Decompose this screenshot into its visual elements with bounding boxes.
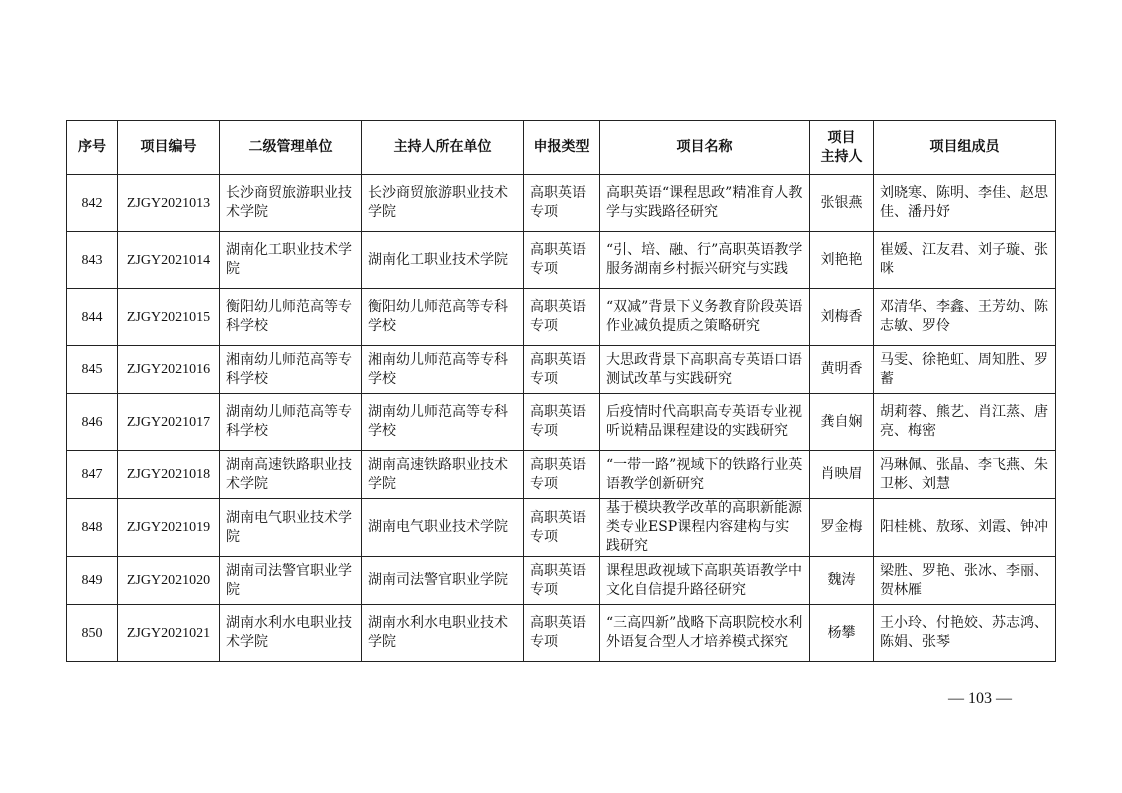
cell-code: ZJGY2021013 xyxy=(118,175,220,232)
cell-members: 梁胜、罗艳、张冰、李丽、贺林雁 xyxy=(874,557,1056,605)
table-row xyxy=(67,499,1056,557)
cell-host: 黄明香 xyxy=(810,346,874,394)
cell-code: ZJGY2021017 xyxy=(118,394,220,451)
cell-host-unit: 湖南化工职业技术学院 xyxy=(362,232,524,289)
table-row xyxy=(67,451,1056,499)
page-number: — 103 — xyxy=(948,690,1012,707)
cell-unit: 湖南司法警官职业学院 xyxy=(220,557,362,605)
cell-members: 马雯、徐艳虹、周知胜、罗蓄 xyxy=(874,346,1056,394)
cell-unit: 湘南幼儿师范高等专科学校 xyxy=(220,346,362,394)
table-row xyxy=(67,175,1056,232)
cell-members: 邓清华、李鑫、王芳幼、陈志敏、罗伶 xyxy=(874,289,1056,346)
cell-name: 高职英语“课程思政”精准育人教学与实践路径研究 xyxy=(600,175,810,232)
cell-type: 高职英语专项 xyxy=(524,394,600,451)
cell-host-unit: 衡阳幼儿师范高等专科学校 xyxy=(362,289,524,346)
cell-type: 高职英语专项 xyxy=(524,346,600,394)
table-row xyxy=(67,232,1056,289)
cell-code: ZJGY2021018 xyxy=(118,451,220,499)
cell-code: ZJGY2021021 xyxy=(118,605,220,662)
cell-members: 刘晓寒、陈明、李佳、赵思佳、潘丹妤 xyxy=(874,175,1056,232)
cell-name: “引、培、融、行”高职英语教学服务湖南乡村振兴研究与实践 xyxy=(600,232,810,289)
cell-no: 845 xyxy=(67,346,118,394)
cell-no: 844 xyxy=(67,289,118,346)
cell-name: “双减”背景下义务教育阶段英语作业减负提质之策略研究 xyxy=(600,289,810,346)
cell-unit: 湖南水利水电职业技术学院 xyxy=(220,605,362,662)
cell-name: 课程思政视域下高职英语教学中文化自信提升路径研究 xyxy=(600,557,810,605)
cell-host-unit: 湖南幼儿师范高等专科学校 xyxy=(362,394,524,451)
header-type: 申报类型 xyxy=(524,121,600,175)
table-row xyxy=(67,605,1056,662)
cell-host: 刘梅香 xyxy=(810,289,874,346)
cell-host-unit: 湖南水利水电职业技术学院 xyxy=(362,605,524,662)
cell-host: 魏涛 xyxy=(810,557,874,605)
cell-type: 高职英语专项 xyxy=(524,557,600,605)
cell-members: 冯琳佩、张晶、李飞燕、朱卫彬、刘慧 xyxy=(874,451,1056,499)
header-host-unit: 主持人所在单位 xyxy=(362,121,524,175)
cell-host: 杨攀 xyxy=(810,605,874,662)
table-row xyxy=(67,394,1056,451)
cell-type: 高职英语专项 xyxy=(524,605,600,662)
cell-no: 843 xyxy=(67,232,118,289)
cell-code: ZJGY2021016 xyxy=(118,346,220,394)
cell-no: 850 xyxy=(67,605,118,662)
table-body xyxy=(67,175,1056,662)
cell-name: 大思政背景下高职高专英语口语测试改革与实践研究 xyxy=(600,346,810,394)
header-host xyxy=(810,121,874,175)
cell-host-unit: 湖南高速铁路职业技术学院 xyxy=(362,451,524,499)
cell-type: 高职英语专项 xyxy=(524,289,600,346)
table-row xyxy=(67,346,1056,394)
header-code: 项目编号 xyxy=(118,121,220,175)
cell-members: 王小玲、付艳姣、苏志鸿、陈娟、张琴 xyxy=(874,605,1056,662)
cell-type: 高职英语专项 xyxy=(524,175,600,232)
cell-unit: 湖南幼儿师范高等专科学校 xyxy=(220,394,362,451)
cell-name: 后疫情时代高职高专英语专业视听说精品课程建设的实践研究 xyxy=(600,394,810,451)
cell-type: 高职英语专项 xyxy=(524,451,600,499)
cell-no: 849 xyxy=(67,557,118,605)
cell-host-unit: 长沙商贸旅游职业技术学院 xyxy=(362,175,524,232)
header-host-line1: 项目 xyxy=(827,129,856,146)
header-host-line2: 主持人 xyxy=(820,148,863,165)
cell-name: “三高四新”战略下高职院校水利外语复合型人才培养模式探究 xyxy=(600,605,810,662)
cell-unit: 湖南高速铁路职业技术学院 xyxy=(220,451,362,499)
cell-code: ZJGY2021014 xyxy=(118,232,220,289)
header-no: 序号 xyxy=(67,121,118,175)
cell-no: 842 xyxy=(67,175,118,232)
cell-members: 崔媛、江友君、刘子璇、张咪 xyxy=(874,232,1056,289)
cell-code: ZJGY2021019 xyxy=(118,499,220,557)
cell-members: 胡莉蓉、熊艺、肖江蒸、唐亮、梅密 xyxy=(874,394,1056,451)
cell-unit: 湖南化工职业技术学院 xyxy=(220,232,362,289)
cell-name: “一带一路”视域下的铁路行业英语教学创新研究 xyxy=(600,451,810,499)
cell-unit: 衡阳幼儿师范高等专科学校 xyxy=(220,289,362,346)
cell-host-unit: 湖南司法警官职业学院 xyxy=(362,557,524,605)
cell-type: 高职英语专项 xyxy=(524,499,600,557)
cell-code: ZJGY2021020 xyxy=(118,557,220,605)
cell-unit: 湖南电气职业技术学院 xyxy=(220,499,362,557)
project-table xyxy=(66,120,1056,662)
table-row xyxy=(67,289,1056,346)
cell-members: 阳桂桃、敖琢、刘霞、钟冲 xyxy=(874,499,1056,557)
cell-code: ZJGY2021015 xyxy=(118,289,220,346)
cell-host: 张银燕 xyxy=(810,175,874,232)
cell-no: 848 xyxy=(67,499,118,557)
cell-unit: 长沙商贸旅游职业技术学院 xyxy=(220,175,362,232)
cell-no: 846 xyxy=(67,394,118,451)
cell-host: 刘艳艳 xyxy=(810,232,874,289)
cell-host: 肖映眉 xyxy=(810,451,874,499)
header-unit: 二级管理单位 xyxy=(220,121,362,175)
cell-host-unit: 湘南幼儿师范高等专科学校 xyxy=(362,346,524,394)
cell-host: 龚自娴 xyxy=(810,394,874,451)
cell-name: 基于模块教学改革的高职新能源类专业ESP课程内容建构与实践研究 xyxy=(600,499,810,557)
cell-host-unit: 湖南电气职业技术学院 xyxy=(362,499,524,557)
header-members: 项目组成员 xyxy=(874,121,1056,175)
cell-type: 高职英语专项 xyxy=(524,232,600,289)
table-header xyxy=(67,121,1056,175)
cell-no: 847 xyxy=(67,451,118,499)
cell-host: 罗金梅 xyxy=(810,499,874,557)
header-name: 项目名称 xyxy=(600,121,810,175)
table-row xyxy=(67,557,1056,605)
